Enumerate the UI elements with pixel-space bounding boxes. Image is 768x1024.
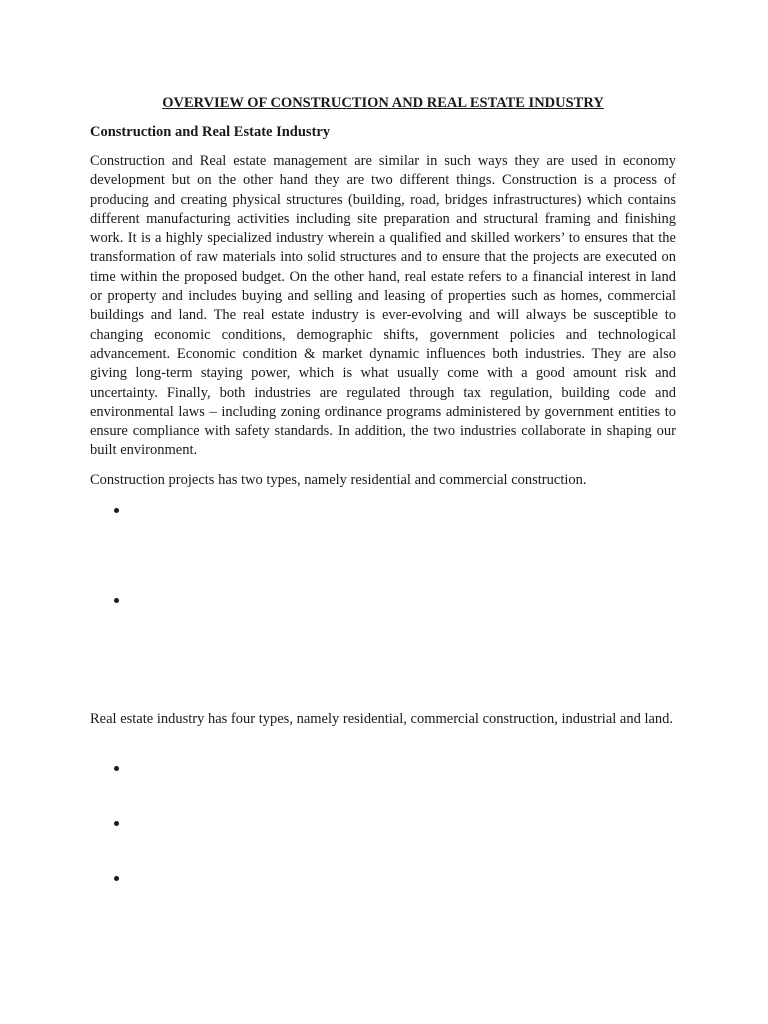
paragraph-real-estate-types: Real estate industry has four types, namely residential, commercial construction, industrial and land.	[90, 711, 674, 727]
document-title: OVERVIEW OF CONSTRUCTION AND REAL ESTATE INDUSTRY	[162, 95, 604, 111]
bullet-point	[113, 820, 121, 828]
bullet-point	[113, 507, 121, 515]
paragraph-overview: Construction and Real estate management are similar in such ways they are used in economy development but on the other hand they are two different things. Construction is a process of producing and creating physical structures (building, road, bridges infrastructures) which contains different manufacturing activities including site preparation and structural framing and finishing work. It is a highly specialized industry wherein a qualified and skilled workers’ to ensures that the transformation of raw materials into solid structures and to ensure that the projects are executed on time within the proposed budget. On the other hand, real estate refers to a financial interest in land or property and includes buying and selling and leasing of properties such as homes, commercial buildings and land. The real estate industry is ever-evolving and will always be susceptible to changing economic conditions, demographic shifts, government policies and technological advancement. Economic condition & market dynamic influences both industries. They are also giving long-term staying power, which is what usually come with a good amount risk and uncertainty. Finally, both industries are regulated through tax regulation, building code and environmental laws – including zoning ordinance programs administered by government entities to ensure compliance with safety standards. In addition, the two industries collaborate in shaping our built environment.	[90, 153, 676, 459]
paragraph-construction-types: Construction projects has two types, namely residential and commercial construction.	[90, 472, 587, 488]
bullet-point	[113, 875, 121, 883]
bullet-point	[113, 765, 121, 773]
bullet-point	[113, 597, 121, 605]
section-heading: Construction and Real Estate Industry	[90, 124, 331, 140]
